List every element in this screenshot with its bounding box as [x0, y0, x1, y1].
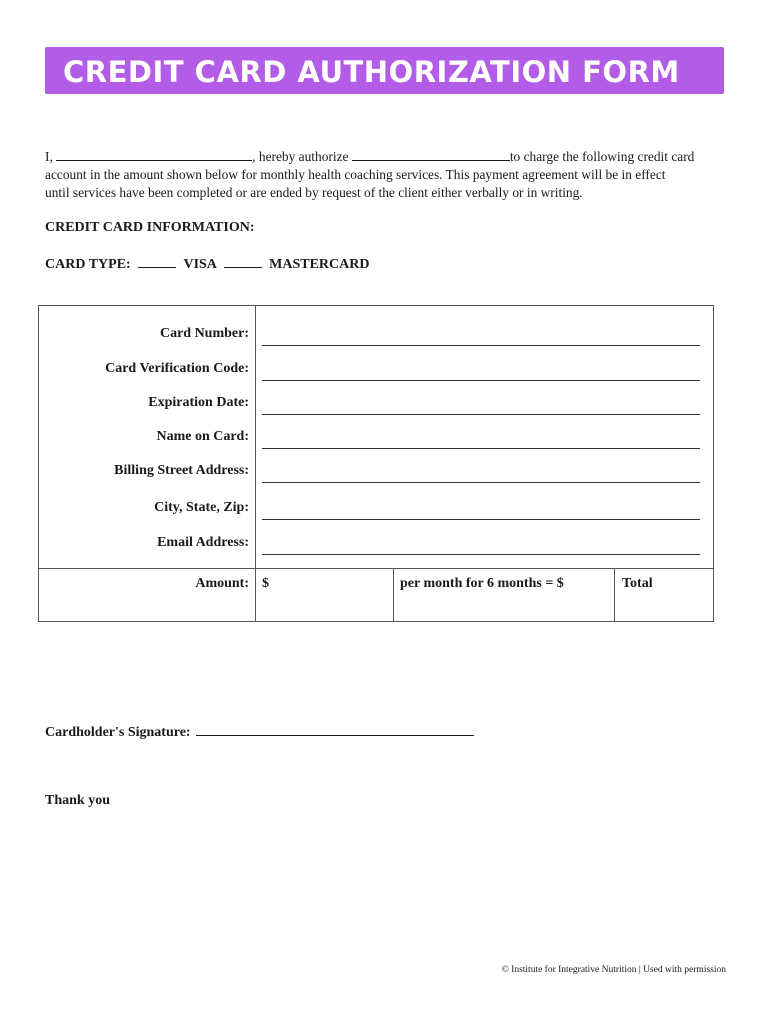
card-type-label: CARD TYPE: [45, 257, 131, 272]
signature-row [45, 723, 474, 741]
card-type-row [45, 255, 369, 273]
field-label: Billing Street Address: [114, 463, 249, 478]
text-hereby-authorize: , hereby authorize [252, 149, 349, 164]
field-label: Card Number: [159, 326, 249, 341]
field-row-city [39, 500, 713, 522]
field-row-email [39, 535, 713, 557]
card-info-box [38, 305, 714, 622]
closing-text: Thank you [45, 793, 110, 808]
authorization-line-1 [45, 148, 725, 166]
visa-option: VISA [183, 257, 217, 272]
billing-street-input[interactable] [262, 482, 700, 483]
field-row-street [39, 463, 713, 485]
field-label: Email Address: [157, 535, 249, 550]
signature-label: Cardholder's Signature: [45, 725, 191, 740]
field-row-card-number [39, 326, 713, 348]
total-cell-divider [614, 569, 615, 622]
card-number-input[interactable] [262, 345, 700, 346]
form-title-banner: CREDIT CARD AUTHORIZATION FORM [45, 47, 724, 94]
amount-label: Amount: [195, 576, 249, 591]
field-label: Card Verification Code: [105, 361, 249, 376]
text-to-charge: to charge the following credit card [509, 149, 695, 164]
section-heading: CREDIT CARD INFORMATION: [45, 220, 255, 235]
expiration-input[interactable] [262, 414, 700, 415]
cvc-input[interactable] [262, 380, 700, 381]
amount-currency: $ [262, 576, 269, 591]
mastercard-option: MASTERCARD [269, 257, 370, 272]
email-input[interactable] [262, 554, 700, 555]
total-label: Total [622, 576, 653, 591]
client-name-blank[interactable] [56, 148, 252, 161]
field-label: Expiration Date: [148, 395, 249, 410]
field-row-cvc [39, 361, 713, 383]
authorization-line-2: account in the amount shown below for monthly health coaching services. This payment agreement will be in effect [45, 167, 666, 182]
text-i: I, [45, 149, 53, 164]
per-month-text: per month for 6 months = $ [400, 576, 564, 591]
city-state-zip-input[interactable] [262, 519, 700, 520]
name-on-card-input[interactable] [262, 448, 700, 449]
field-label: Name on Card: [156, 429, 249, 444]
signature-input[interactable] [196, 723, 474, 736]
authorization-paragraph [45, 148, 725, 202]
footer-credit: © Institute for Integrative Nutrition | Used with permission [501, 965, 726, 975]
field-row-name [39, 429, 713, 451]
field-row-expiration [39, 395, 713, 417]
mastercard-checkbox-blank[interactable] [224, 255, 262, 268]
field-label: City, State, Zip: [154, 500, 249, 515]
visa-checkbox-blank[interactable] [138, 255, 176, 268]
amount-cell-divider [393, 569, 394, 622]
business-name-blank[interactable] [352, 148, 510, 161]
amount-row [39, 568, 713, 622]
authorization-line-3: until services have been completed or are ended by request of the client either verbally or in writing. [45, 185, 583, 200]
